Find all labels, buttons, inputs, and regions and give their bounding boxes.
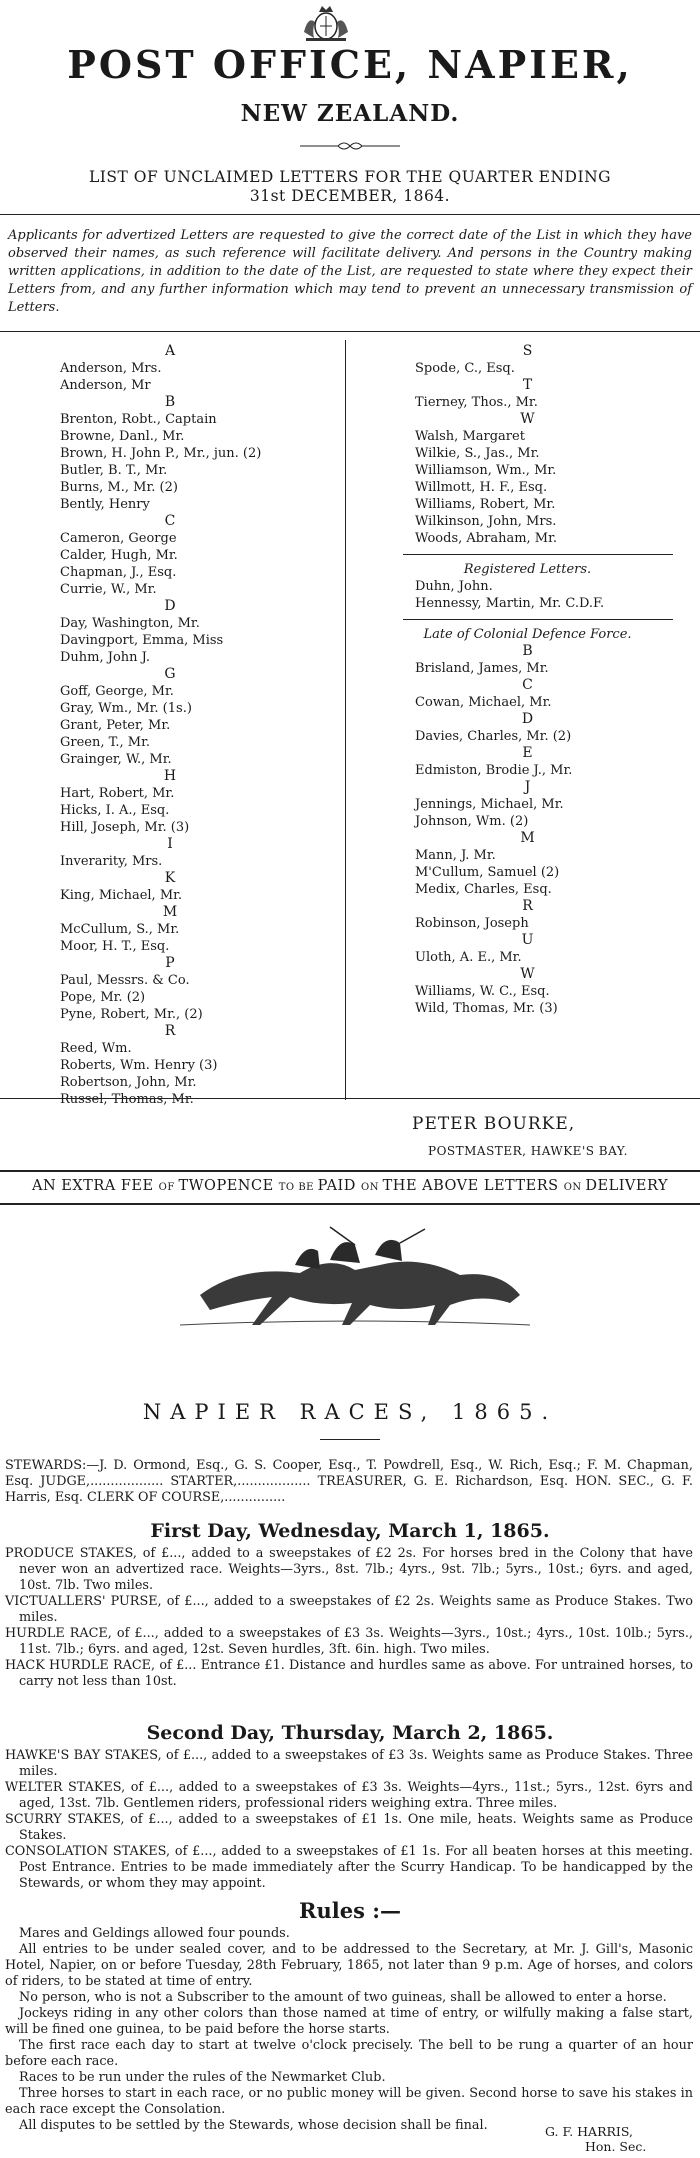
addressee-name: Cowan, Michael, Mr. <box>415 695 552 710</box>
letter-heading: J <box>524 779 531 795</box>
fee-text: OF <box>158 1182 179 1193</box>
rule-item: The first race each day to start at twelve o'clock precisely. The bell to be rung a quarter of an hour before each race. <box>5 2038 693 2069</box>
addressee-name: Hill, Joseph, Mr. (3) <box>60 820 190 835</box>
page-title: POST OFFICE, NAPIER, <box>67 42 633 87</box>
addressee-name: Davies, Charles, Mr. (2) <box>415 729 572 744</box>
postmaster-title: POSTMASTER, HAWKE'S BAY. <box>428 1144 628 1158</box>
addressee-name: Green, T., Mr. <box>60 735 151 750</box>
addressee-name: Walsh, Margaret <box>415 429 525 444</box>
fee-text: TO BE <box>278 1182 318 1193</box>
rule-item: No person, who is not a Subscriber to the amount of two guineas, shall be allowed to enter a horse. <box>19 1990 667 2005</box>
addressee-name: Duhn, John. <box>415 579 493 594</box>
addressee-name: Pope, Mr. (2) <box>60 990 146 1005</box>
divider <box>403 619 673 620</box>
race-entry: CONSOLATION STAKES, of £..., added to a sweepstakes of £1 1s. For all beaten horses at this meeting. Post Entrance. Entries to be made immediately after the Scurry Handicap. To be handicapped by the Stewards, or whom they may appoint. <box>5 1844 693 1891</box>
colonial-defence-heading: Late of Colonial Defence Force. <box>423 627 632 642</box>
addressee-name: Browne, Danl., Mr. <box>60 429 185 444</box>
addressee-name: Robinson, Joseph <box>415 916 529 931</box>
letter-heading: H <box>163 768 177 784</box>
race-entry: HAWKE'S BAY STAKES, of £..., added to a sweepstakes of £3 3s. Weights same as Produce Stakes. Three miles. <box>5 1748 693 1779</box>
fee-text: THE ABOVE LETTERS <box>382 1178 564 1194</box>
addressee-name: Paul, Messrs. & Co. <box>60 973 190 988</box>
royal-crest-emblem <box>300 2 352 42</box>
addressee-name: Anderson, Mrs. <box>60 361 162 376</box>
left-letters-column <box>60 343 340 1108</box>
second-day-heading: Second Day, Thursday, March 2, 1865. <box>146 1722 554 1744</box>
addressee-name: Grant, Peter, Mr. <box>60 718 171 733</box>
letter-heading: U <box>521 932 534 948</box>
divider <box>320 1439 380 1440</box>
addressee-name: Spode, C., Esq. <box>415 361 515 376</box>
addressee-name: Calder, Hugh, Mr. <box>60 548 178 563</box>
fee-text: AN EXTRA FEE <box>31 1178 159 1194</box>
races-title: NAPIER RACES, 1865. <box>142 1400 558 1424</box>
addressee-name: Williamson, Wm., Mr. <box>415 463 557 478</box>
first-day-races <box>5 1546 693 1690</box>
addressee-name: Burns, M., Mr. (2) <box>60 480 178 495</box>
extra-fee-notice <box>0 1178 700 1194</box>
rule-item: Races to be run under the rules of the Newmarket Club. <box>19 2070 386 2085</box>
addressee-name: M'Cullum, Samuel (2) <box>415 865 560 880</box>
list-title-line: LIST OF UNCLAIMED LETTERS FOR THE QUARTER ENDING <box>88 168 612 186</box>
secretary-name: G. F. HARRIS, <box>545 2124 633 2139</box>
race-entry: HACK HURDLE RACE, of £... Entrance £1. Distance and hurdles same as above. For untrained horses, to carry not less than 10st. <box>5 1658 693 1689</box>
addressee-name: Moor, H. T., Esq. <box>60 939 170 954</box>
addressee-name: Butler, B. T., Mr. <box>60 463 168 478</box>
addressee-name: Chapman, J., Esq. <box>60 565 177 580</box>
letter-heading: M <box>162 904 178 920</box>
secretary-title: Hon. Sec. <box>585 2139 647 2154</box>
applicants-notice: Applicants for advertized Letters are requested to give the correct date of the List in which they have observed their names, as such reference will facilitate delivery. And persons in the Country making written applications, in addition to the date of the List, are requested to state where they expect their Letters from, and any further information which may tend to prevent an unnecessary transmission of Letters. <box>8 228 692 315</box>
addressee-name: Inverarity, Mrs. <box>60 854 163 869</box>
addressee-name: Russel, Thomas, Mr. <box>60 1092 194 1107</box>
list-title <box>0 168 700 206</box>
addressee-name: Bently, Henry <box>60 497 150 512</box>
letter-heading: R <box>164 1023 176 1039</box>
page-subtitle: NEW ZEALAND. <box>240 100 460 127</box>
addressee-name: Tierney, Thos., Mr. <box>415 395 538 410</box>
letter-heading: M <box>520 830 535 846</box>
letter-heading: D <box>521 711 534 727</box>
rules-list <box>5 1926 693 2134</box>
ornament-divider-icon <box>300 140 400 152</box>
addressee-name: Wilkinson, John, Mrs. <box>415 514 557 529</box>
stewards-list: STEWARDS:—J. D. Ormond, Esq., G. S. Cooper, Esq., T. Powdrell, Esq., W. Rich, Esq.; F. M. Chapman, Esq. JUDGE,.................. STARTER,.................. TREASURER, G. E. Richardson, Esq. HON. SEC., G. F. Harris, Esq. CLERK OF COURSE,............... <box>5 1458 693 1505</box>
divider <box>403 554 673 555</box>
addressee-name: Wild, Thomas, Mr. (3) <box>415 1001 558 1016</box>
addressee-name: Gray, Wm., Mr. (1s.) <box>60 701 192 716</box>
addressee-name: Medix, Charles, Esq. <box>415 882 552 897</box>
addressee-name: Goff, George, Mr. <box>60 684 174 699</box>
addressee-name: Uloth, A. E., Mr. <box>415 950 522 965</box>
letter-heading: A <box>164 343 176 359</box>
letter-heading: T <box>522 377 533 393</box>
letter-heading: R <box>522 898 533 914</box>
letter-heading: S <box>522 343 533 359</box>
letter-heading: C <box>164 513 176 529</box>
rules-heading: Rules :— <box>299 1898 401 1923</box>
addressee-name: King, Michael, Mr. <box>60 888 183 903</box>
addressee-name: Woods, Abraham, Mr. <box>415 531 558 546</box>
addressee-name: Jennings, Michael, Mr. <box>415 797 564 812</box>
postmaster-name: PETER BOURKE, <box>412 1114 576 1134</box>
fee-text: TWOPENCE <box>178 1178 279 1194</box>
second-day-races <box>5 1748 693 1892</box>
rule-item: All disputes to be settled by the Stewards, whose decision shall be final. <box>19 2118 488 2133</box>
addressee-name: Williams, Robert, Mr. <box>415 497 556 512</box>
column-divider <box>345 340 346 1100</box>
race-entry: HURDLE RACE, of £..., added to a sweepstakes of £3 3s. Weights—3yrs., 10st.; 4yrs., 10st. 10lb.; 5yrs., 11st. 7lb.; 6yrs. and aged, 12st. Seven hurdles, 3ft. 6in. high. Two miles. <box>5 1626 693 1657</box>
addressee-name: Mann, J. Mr. <box>415 848 496 863</box>
addressee-name: Currie, W., Mr. <box>60 582 157 597</box>
letter-heading: B <box>522 643 533 659</box>
addressee-name: Pyne, Robert, Mr., (2) <box>60 1007 203 1022</box>
addressee-name: Davingport, Emma, Miss <box>60 633 224 648</box>
registered-letters-heading: Registered Letters. <box>463 562 592 577</box>
addressee-name: Reed, Wm. <box>60 1041 132 1056</box>
race-entry: VICTUALLERS' PURSE, of £..., added to a sweepstakes of £2 2s. Weights same as Produce Stakes. Two miles. <box>5 1594 693 1625</box>
race-entry: SCURRY STAKES, of £..., added to a sweepstakes of £1 1s. One mile, heats. Weights same as Produce Stakes. <box>5 1812 693 1843</box>
addressee-name: Roberts, Wm. Henry (3) <box>60 1058 218 1073</box>
fee-text: DELIVERY <box>585 1178 669 1194</box>
rule-item: All entries to be under sealed cover, and to be addressed to the Secretary, at Mr. J. Gill's, Masonic Hotel, Napier, on or before Tuesday, 28th February, 1865, not later than 9 p.m. Age of horses, and colors of riders, to be stated at time of entry. <box>5 1942 693 1989</box>
rule-item: Mares and Geldings allowed four pounds. <box>19 1926 290 1941</box>
addressee-name: Hennessy, Martin, Mr. C.D.F. <box>415 596 605 611</box>
letter-heading: P <box>165 955 175 971</box>
addressee-name: Grainger, W., Mr. <box>60 752 172 767</box>
letter-heading: I <box>167 836 173 852</box>
divider <box>0 214 700 215</box>
addressee-name: Brenton, Robt., Captain <box>60 412 217 427</box>
addressee-name: Robertson, John, Mr. <box>60 1075 197 1090</box>
addressee-name: Johnson, Wm. (2) <box>415 814 529 829</box>
letter-heading: C <box>522 677 533 693</box>
letter-heading: K <box>164 870 176 886</box>
letter-heading: D <box>164 598 176 614</box>
letter-heading: E <box>522 745 533 761</box>
addressee-name: Day, Washington, Mr. <box>60 616 200 631</box>
addressee-name: Brisland, James, Mr. <box>415 661 549 676</box>
letter-heading: G <box>164 666 176 682</box>
divider <box>0 1098 700 1099</box>
fee-text: ON <box>361 1182 383 1193</box>
right-letters-column <box>415 343 685 1017</box>
addressee-name: Williams, W. C., Esq. <box>415 984 550 999</box>
addressee-name: McCullum, S., Mr. <box>60 922 180 937</box>
divider <box>0 1203 700 1205</box>
addressee-name: Cameron, George <box>60 531 177 546</box>
addressee-name: Duhm, John J. <box>60 650 151 665</box>
list-title-date: 31st DECEMBER, 1864. <box>249 187 451 205</box>
addressee-name: Hart, Robert, Mr. <box>60 786 175 801</box>
divider <box>0 1170 700 1172</box>
race-entry: WELTER STAKES, of £..., added to a sweepstakes of £3 3s. Weights—4yrs., 11st.; 5yrs., 12st. 6yrs and aged, 13st. 7lb. Gentlemen riders, professional riders weighing extra. Three miles. <box>5 1780 693 1811</box>
fee-text: PAID <box>317 1178 361 1194</box>
letter-heading: W <box>520 411 535 427</box>
divider <box>0 331 700 332</box>
horse-racing-engraving-icon <box>180 1225 530 1340</box>
addressee-name: Brown, H. John P., Mr., jun. (2) <box>60 446 262 461</box>
addressee-name: Edmiston, Brodie J., Mr. <box>415 763 573 778</box>
addressee-name: Willmott, H. F., Esq. <box>415 480 548 495</box>
addressee-name: Hicks, I. A., Esq. <box>60 803 170 818</box>
letter-heading: W <box>520 966 535 982</box>
rule-item: Jockeys riding in any other colors than those named at time of entry, or wilfully making a false start, will be fined one guinea, to be paid before the horse starts. <box>5 2006 693 2037</box>
rule-item: Three horses to start in each race, or no public money will be given. Second horse to save his stakes in each race except the Consolation. <box>5 2086 693 2117</box>
fee-text: ON <box>563 1182 586 1193</box>
addressee-name: Wilkie, S., Jas., Mr. <box>415 446 540 461</box>
addressee-name: Anderson, Mr <box>60 378 151 393</box>
race-entry: PRODUCE STAKES, of £..., added to a sweepstakes of £2 2s. For horses bred in the Colony that have never won an advertized race. Weights—3yrs., 8st. 7lb.; 4yrs., 9st. 7lb.; 5yrs., 10st.; 6yrs. and aged, 10st. 7lb. Two miles. <box>5 1546 693 1593</box>
first-day-heading: First Day, Wednesday, March 1, 1865. <box>150 1520 550 1542</box>
letter-heading: B <box>164 394 176 410</box>
